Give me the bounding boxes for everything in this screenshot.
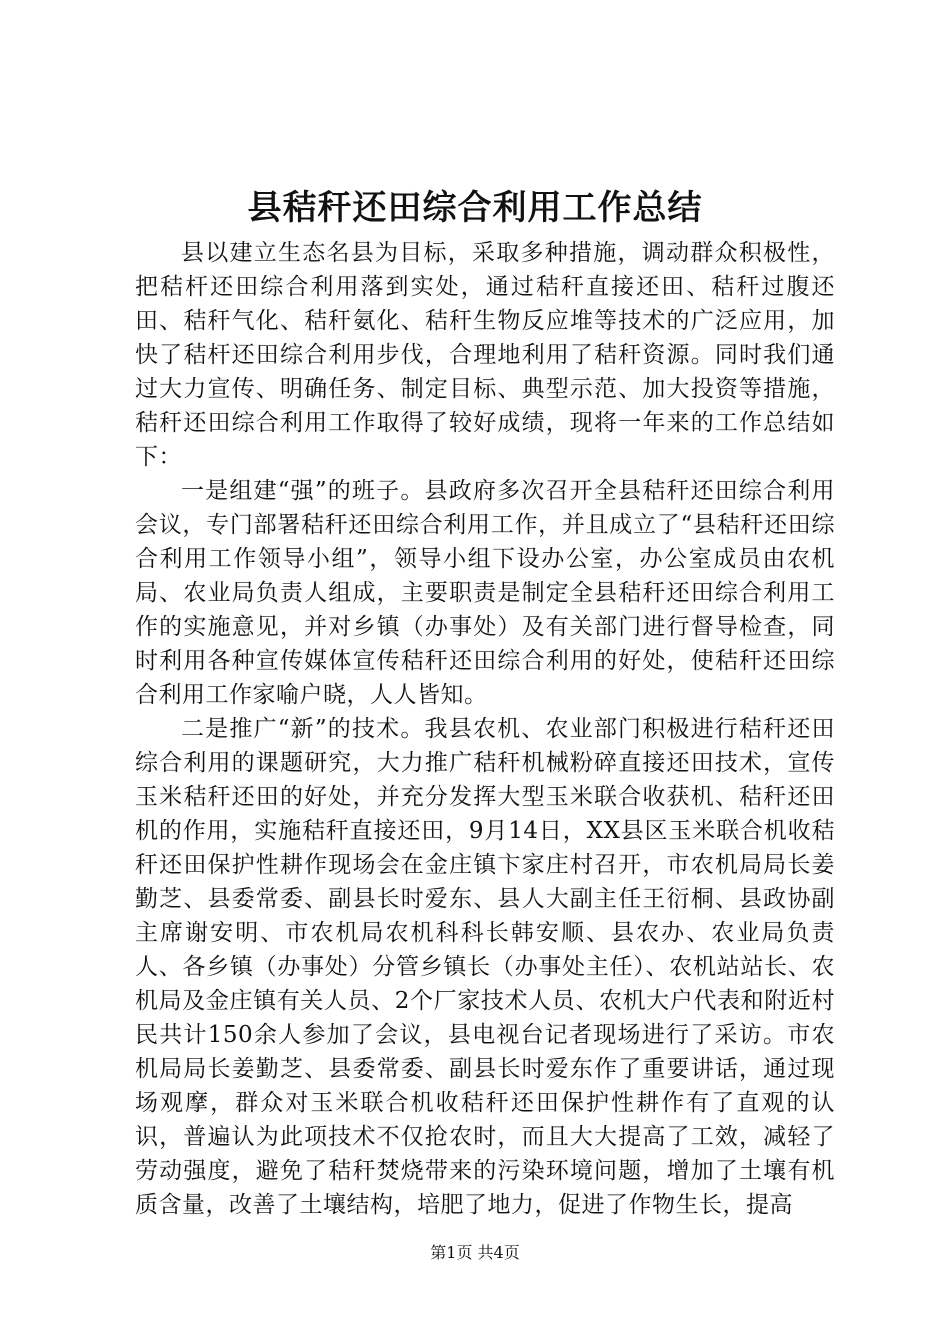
- paragraph-team: 一是组建“强”的班子。县政府多次召开全县秸秆还田综合利用会议，专门部署秸秆还田综合利用工作，并且成立了“县秸秆还田综合利用工作领导小组”，领导小组下设办公室，办公室成员由农机局、农业局负责人组成，主要职责是制定全县秸秆还田综合利用工作的实施意见，并对乡镇（办事处）及有关部门进行督导检查，同时利用各种宣传媒体宣传秸秆还田综合利用的好处，使秸秆还田综合利用工作家喻户晓，人人皆知。: [135, 478, 835, 708]
- paragraph-intro: 县以建立生态名县为目标，采取多种措施，调动群众积极性，把秸杆还田综合利用落到实处，通过秸秆直接还田、秸秆过腹还田、秸秆气化、秸秆氨化、秸秆生物反应堆等技术的广泛应用，加快了秸杆还田综合利用步伐，合理地利用了秸秆资源。同时我们通过大力宣传、明确任务、制定目标、典型示范、加大投资等措施，秸秆还田综合利用工作取得了较好成绩，现将一年来的工作总结如下：: [135, 240, 835, 470]
- page-number: 第1页 共4页: [430, 1243, 520, 1262]
- paragraph-technology: 二是推广“新”的技术。我县农机、农业部门积极进行秸秆还田综合利用的课题研究，大力推广秸秆机械粉碎直接还田技术，宣传玉米秸秆还田的好处，并充分发挥大型玉米联合收获机、秸秆还田机的作用，实施秸秆直接还田，9月14日，XX县区玉米联合机收秸秆还田保护性耕作现场会在金庄镇卞家庄村召开，市农机局局长姜勤芝、县委常委、副县长时爱东、县人大副主任王衍桐、县政协副主席谢安明、市农机局农机科科长韩安顺、县农办、农业局负责人、各乡镇（办事处）分管乡镇长（办事处主任）、农机站站长、农机局及金庄镇有关人员、2个厂家技术人员、农机大户代表和附近村民共计150余人参加了会议，县电视台记者现场进行了采访。市农机局局长姜勤芝、县委常委、副县长时爱东作了重要讲话，通过现场观摩，群众对玉米联合机收秸秆还田保护性耕作有了直观的认识，普遍认为此项技术不仅抢农时，而且大大提高了工效，减轻了劳动强度，避免了秸秆焚烧带来的污染环境问题，增加了土壤有机质含量，改善了土壤结构，培肥了地力，促进了作物生长，提高: [135, 716, 835, 1218]
- document-title: 县秸秆还田综合利用工作总结: [247, 188, 703, 228]
- document-body: [135, 236, 835, 1222]
